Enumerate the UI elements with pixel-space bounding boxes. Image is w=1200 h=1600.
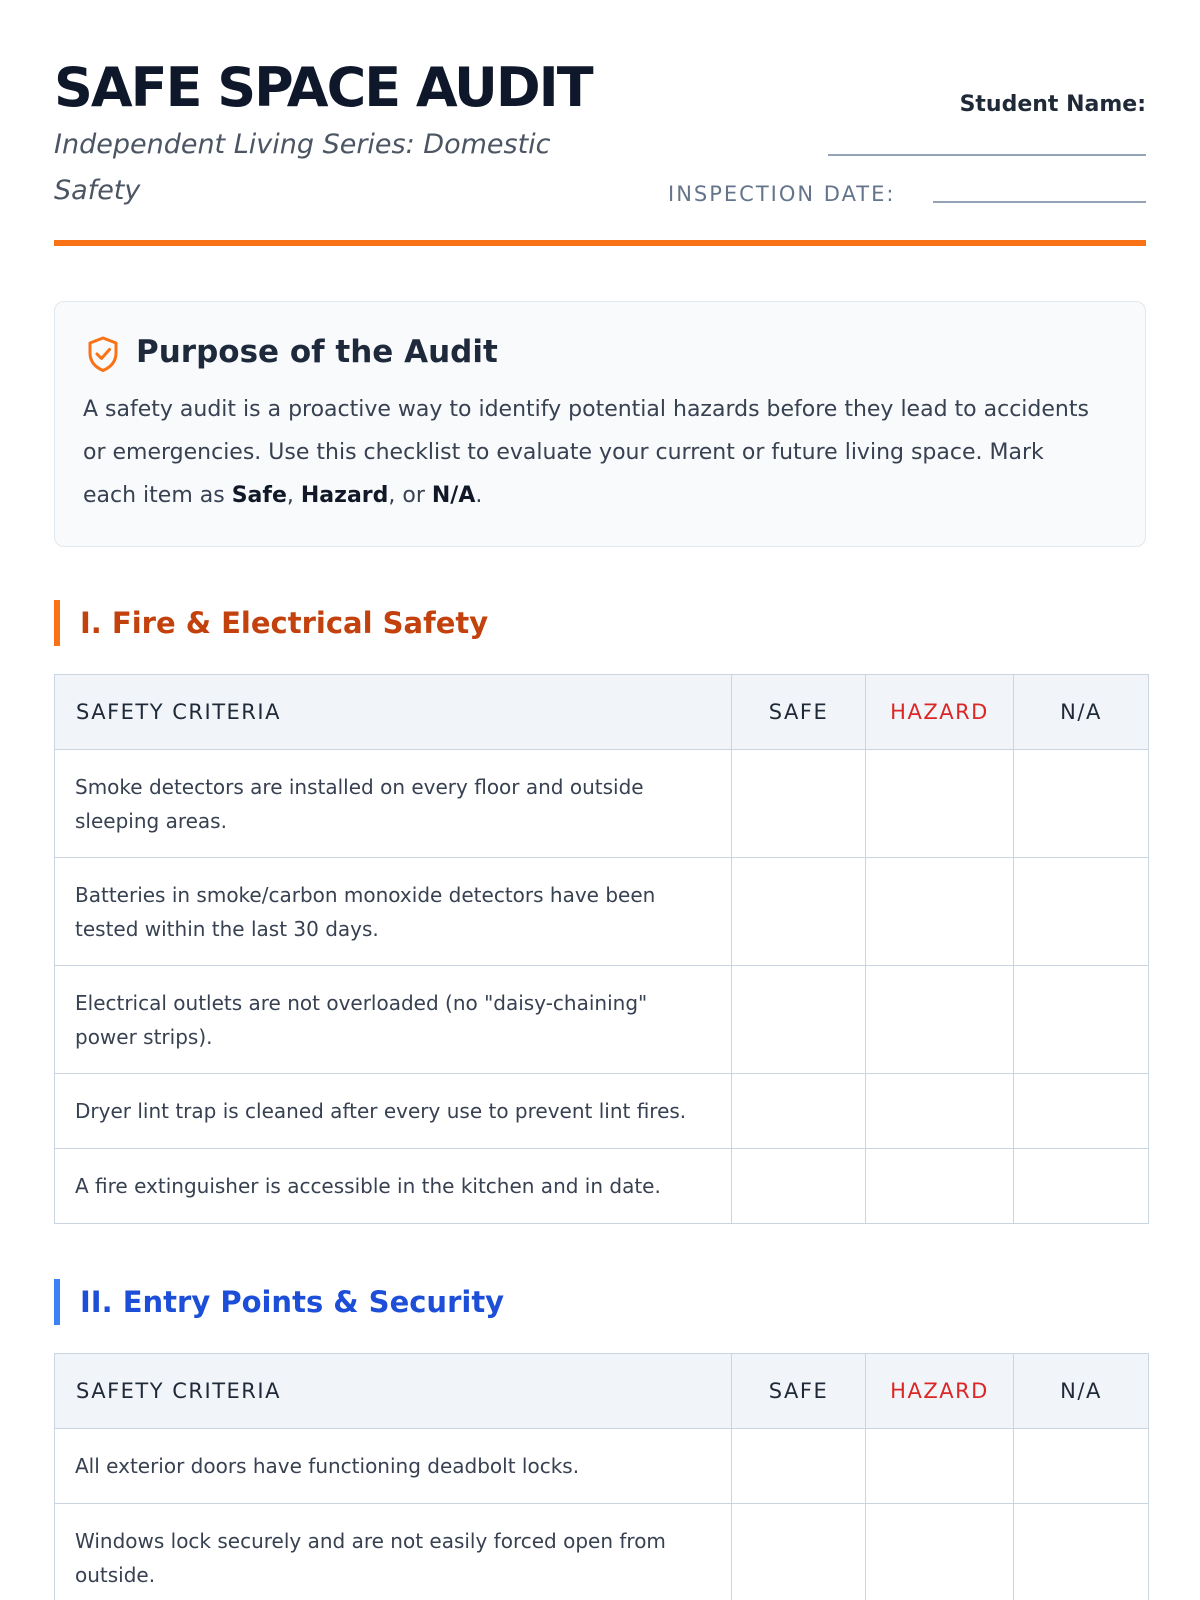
hazard-cell[interactable] bbox=[866, 1149, 1014, 1224]
hazard-cell[interactable] bbox=[866, 1429, 1014, 1504]
safe-cell[interactable] bbox=[732, 1504, 866, 1600]
entry-security-table bbox=[54, 1353, 1149, 1600]
safe-cell[interactable] bbox=[732, 1429, 866, 1504]
safe-cell[interactable] bbox=[732, 966, 866, 1074]
na-cell[interactable] bbox=[1014, 1149, 1149, 1224]
column-header-na: N/A bbox=[1014, 1354, 1149, 1429]
purpose-box bbox=[54, 301, 1146, 547]
criteria-cell: Electrical outlets are not overloaded (no "daisy-chaining" power strips). bbox=[55, 966, 732, 1074]
na-cell[interactable] bbox=[1014, 750, 1149, 858]
page-title: SAFE SPACE AUDIT bbox=[54, 56, 592, 119]
na-cell[interactable] bbox=[1014, 858, 1149, 966]
column-header-na: N/A bbox=[1014, 675, 1149, 750]
table-row bbox=[55, 858, 1149, 966]
safe-cell[interactable] bbox=[732, 858, 866, 966]
criteria-cell: Smoke detectors are installed on every floor and outside sleeping areas. bbox=[55, 750, 732, 858]
column-header-safe: SAFE bbox=[732, 675, 866, 750]
table-row bbox=[55, 1149, 1149, 1224]
na-cell[interactable] bbox=[1014, 1074, 1149, 1149]
table-row bbox=[55, 1074, 1149, 1149]
hazard-cell[interactable] bbox=[866, 1504, 1014, 1600]
column-header-criteria: SAFETY CRITERIA bbox=[55, 1354, 732, 1429]
section-accent-bar bbox=[54, 600, 60, 646]
criteria-cell: A fire extinguisher is accessible in the kitchen and in date. bbox=[55, 1149, 732, 1224]
hazard-cell[interactable] bbox=[866, 750, 1014, 858]
column-header-hazard: HAZARD bbox=[866, 1354, 1014, 1429]
header-divider bbox=[54, 240, 1146, 246]
section-heading-fire: I. Fire & Electrical Safety bbox=[54, 600, 488, 646]
inspection-date-field[interactable] bbox=[933, 201, 1146, 203]
student-name-field[interactable] bbox=[828, 154, 1146, 156]
safe-cell[interactable] bbox=[732, 1149, 866, 1224]
section-accent-bar bbox=[54, 1279, 60, 1325]
student-name-label: Student Name: bbox=[959, 92, 1146, 117]
table-row bbox=[55, 966, 1149, 1074]
criteria-cell: Windows lock securely and are not easily forced open from outside. bbox=[55, 1504, 732, 1600]
na-cell[interactable] bbox=[1014, 966, 1149, 1074]
column-header-hazard: HAZARD bbox=[866, 675, 1014, 750]
criteria-cell: All exterior doors have functioning deadbolt locks. bbox=[55, 1429, 732, 1504]
hazard-cell[interactable] bbox=[866, 858, 1014, 966]
fire-safety-table bbox=[54, 674, 1149, 1224]
column-header-safe: SAFE bbox=[732, 1354, 866, 1429]
section-heading-entry: II. Entry Points & Security bbox=[54, 1279, 504, 1325]
na-cell[interactable] bbox=[1014, 1504, 1149, 1600]
purpose-text: A safety audit is a proactive way to identify potential hazards before they lead to accidents or emergencies. Use this checklist to evaluate your current or future living space. Mark each item as Safe, Hazard, or N/A. bbox=[83, 397, 1089, 508]
hazard-cell[interactable] bbox=[866, 966, 1014, 1074]
safe-cell[interactable] bbox=[732, 750, 866, 858]
option-safe: Safe bbox=[231, 483, 287, 508]
purpose-title: Purpose of the Audit bbox=[136, 334, 498, 370]
page-subtitle: Independent Living Series: Domestic Safety bbox=[54, 129, 551, 206]
criteria-cell: Batteries in smoke/carbon monoxide detectors have been tested within the last 30 days. bbox=[55, 858, 732, 966]
table-row bbox=[55, 750, 1149, 858]
inspection-date-label: INSPECTION DATE: bbox=[668, 182, 896, 206]
column-header-criteria: SAFETY CRITERIA bbox=[55, 675, 732, 750]
hazard-cell[interactable] bbox=[866, 1074, 1014, 1149]
criteria-cell: Dryer lint trap is cleaned after every use to prevent lint fires. bbox=[55, 1074, 732, 1149]
option-na: N/A bbox=[431, 483, 476, 508]
option-hazard: Hazard bbox=[300, 483, 389, 508]
shield-check-icon bbox=[85, 335, 121, 373]
table-header-row bbox=[55, 675, 1149, 750]
na-cell[interactable] bbox=[1014, 1429, 1149, 1504]
table-header-row bbox=[55, 1354, 1149, 1429]
safe-cell[interactable] bbox=[732, 1074, 866, 1149]
table-row bbox=[55, 1504, 1149, 1600]
table-row bbox=[55, 1429, 1149, 1504]
